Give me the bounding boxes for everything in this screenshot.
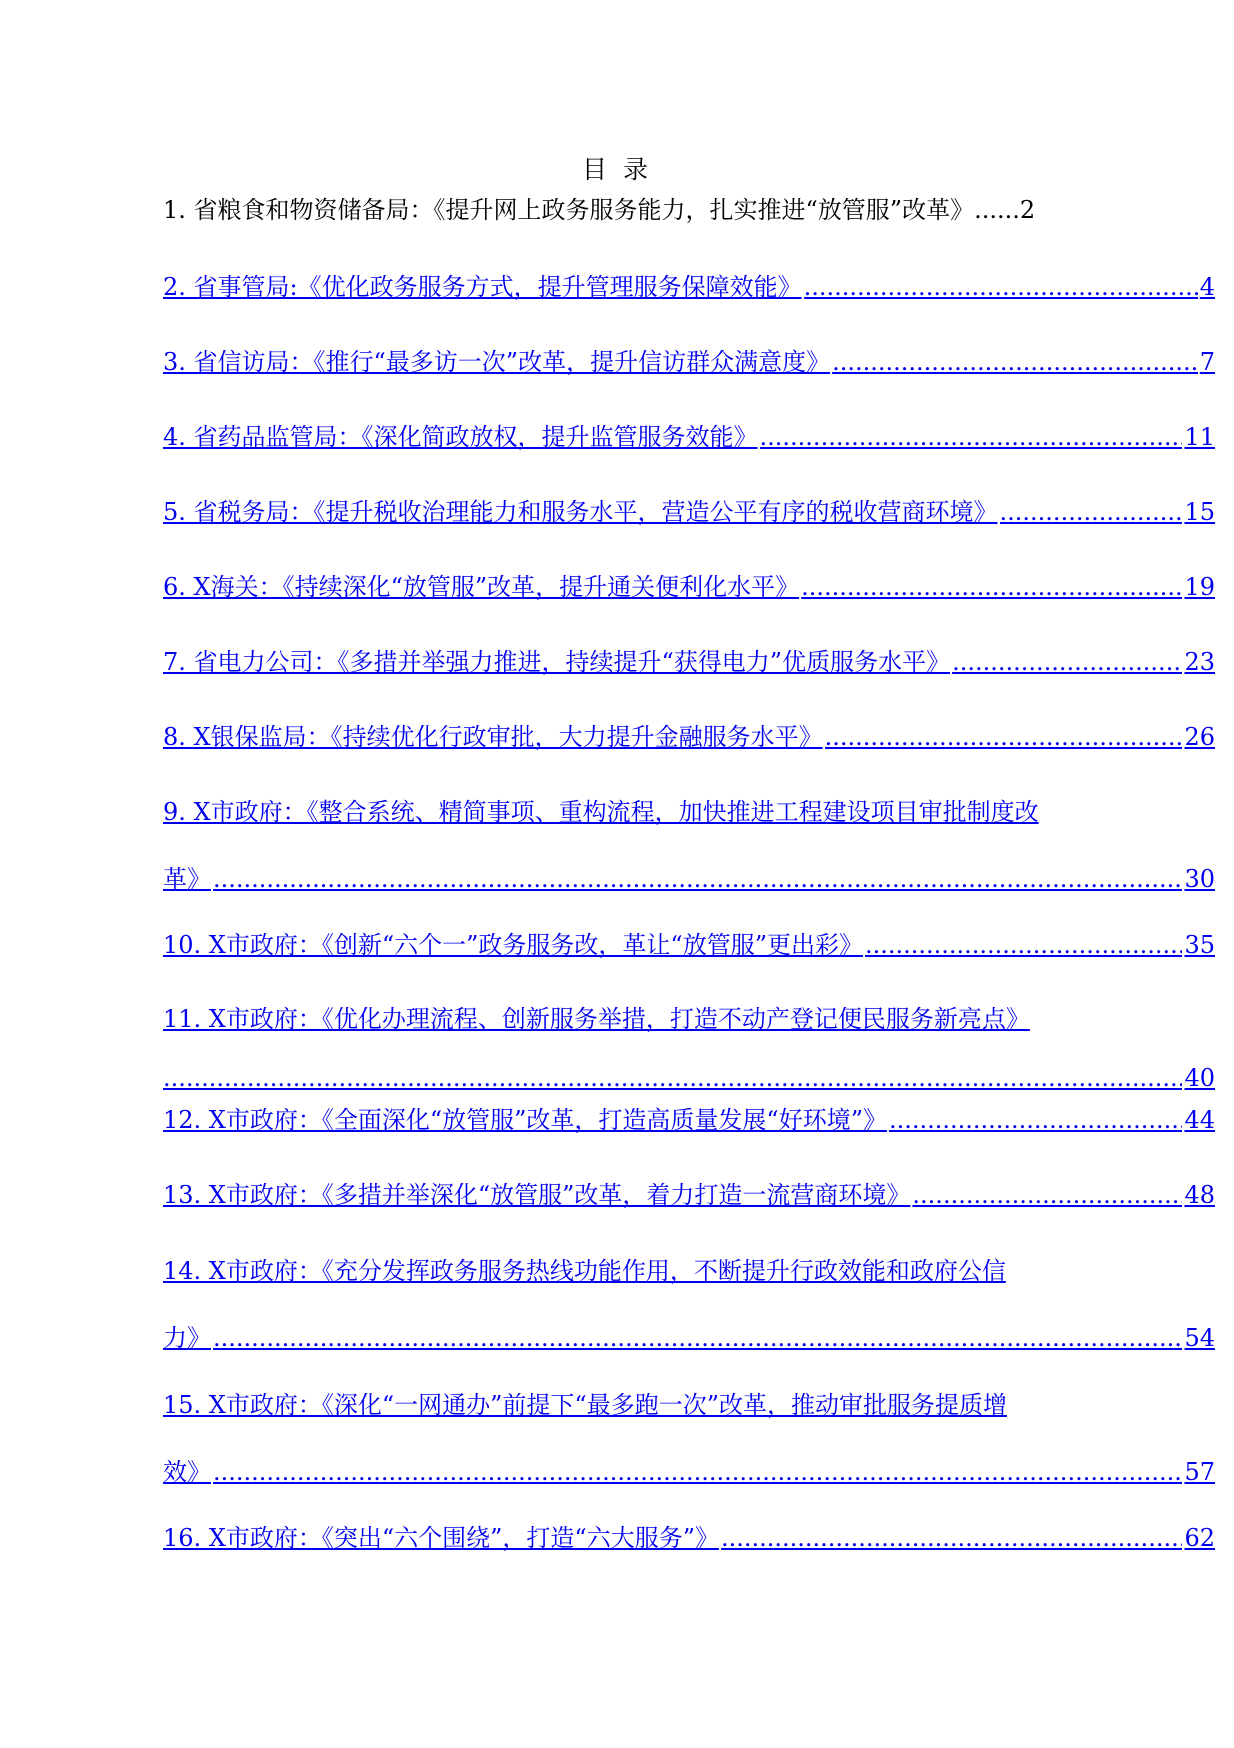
toc-entry-link-text[interactable]: 16. X市政府：《突出“六个围绕”，打造“六大服务”》 [163,1524,719,1552]
toc-entry-page[interactable]: 57 [1184,1458,1215,1486]
toc-entry-10[interactable] [163,928,1215,962]
dot-leader [760,420,1183,454]
toc-entry-4[interactable] [163,420,1215,454]
toc-entry-link-text[interactable]: 10. X市政府：《创新“六个一”政务服务改，革让“放管服”更出彩》 [163,931,863,959]
dot-leader [163,1061,1182,1095]
toc-entry-3[interactable] [163,345,1215,379]
toc-entry-link-text[interactable]: 6. X海关：《持续深化“放管服”改革，提升通关便利化水平》 [163,573,800,601]
toc-entry-page[interactable]: 40 [1184,1064,1215,1092]
toc-entry-6[interactable] [163,570,1215,604]
toc-entry-7[interactable] [163,645,1215,679]
toc-entry-9[interactable] [163,795,1215,896]
dot-leader [865,928,1182,962]
toc-entry-link-text[interactable]: 12. X市政府：《全面深化“放管服”改革，打造高质量发展“好环境”》 [163,1106,887,1134]
toc-entry-link-text[interactable]: 4. 省药品监管局：《深化简政放权，提升监管服务效能》 [163,423,758,451]
dot-leader [1000,495,1183,529]
toc-entry-link-text[interactable]: 13. X市政府：《多措并举深化“放管服”改革，着力打造一流营商环境》 [163,1181,911,1209]
toc-entry-link-text-continued[interactable]: 革》 [163,865,211,893]
toc-entry-page[interactable]: 54 [1184,1324,1215,1352]
dot-leader [804,270,1198,304]
toc-entry-12[interactable] [163,1103,1215,1137]
toc-entry-page[interactable]: 7 [1199,348,1215,376]
toc-title: 目 录 [582,155,652,184]
toc-entry-page[interactable]: 11 [1184,423,1215,451]
toc-entry-link-text[interactable]: 8. X银保监局：《持续优化行政审批，大力提升金融服务水平》 [163,723,823,751]
toc-entry-page[interactable]: 35 [1184,931,1215,959]
dot-leader [801,570,1182,604]
toc-entry-page[interactable]: 15 [1184,498,1215,526]
toc-entry-link-text[interactable]: 15. X市政府：《深化“一网通办”前提下“最多跑一次”改革，推动审批服务提质增 [163,1391,1007,1419]
toc-entry-15[interactable] [163,1388,1215,1489]
dot-leader [213,862,1182,896]
toc-entry-page[interactable]: 19 [1184,573,1215,601]
dot-leader [889,1103,1182,1137]
toc-entry-link-text-continued[interactable]: 效》 [163,1458,211,1486]
dot-leader [952,645,1182,679]
dot-leader [213,1455,1182,1489]
toc-entry-8[interactable] [163,720,1215,754]
toc-entry-13[interactable] [163,1178,1215,1212]
toc-entry-link-text[interactable]: 14. X市政府：《充分发挥政务服务热线功能作用，不断提升行政效能和政府公信 [163,1257,1006,1285]
toc-entry-11[interactable] [163,1002,1215,1095]
toc-entry-text: 1. 省粮食和物资储备局：《提升网上政务服务能力，扎实推进“放管服”改革》...... [163,196,1020,224]
toc-entry-page[interactable]: 44 [1184,1106,1215,1134]
toc-entry-1 [163,193,1215,227]
toc-entry-page[interactable]: 23 [1184,648,1215,676]
dot-leader [912,1178,1182,1212]
toc-entry-5[interactable] [163,495,1215,529]
dot-leader [213,1321,1182,1355]
toc-entry-page[interactable]: 30 [1184,865,1215,893]
toc-entry-link-text[interactable]: 11. X市政府：《优化办理流程、创新服务举措，打造不动产登记便民服务新亮点》 [163,1005,1030,1033]
toc-entry-16[interactable] [163,1521,1215,1555]
dot-leader [832,345,1198,379]
dot-leader [721,1521,1182,1555]
toc-entry-page: 2 [1019,196,1036,224]
toc-entry-link-text[interactable]: 3. 省信访局：《推行“最多访一次”改革，提升信访群众满意度》 [163,348,831,376]
dot-leader [825,720,1183,754]
toc-entry-14[interactable] [163,1254,1215,1355]
toc-entry-page[interactable]: 48 [1184,1181,1215,1209]
toc-entry-link-text[interactable]: 9. X市政府：《整合系统、精简事项、重构流程，加快推进工程建设项目审批制度改 [163,798,1039,826]
toc-entry-link-text[interactable]: 7. 省电力公司：《多措并举强力推进，持续提升“获得电力”优质服务水平》 [163,648,951,676]
toc-entry-page[interactable]: 26 [1184,723,1215,751]
toc-entry-2[interactable] [163,270,1215,304]
toc-entry-link-text-continued[interactable]: 力》 [163,1324,211,1352]
toc-entry-link-text[interactable]: 5. 省税务局：《提升税收治理能力和服务水平，营造公平有序的税收营商环境》 [163,498,998,526]
toc-entry-page[interactable]: 4 [1199,273,1215,301]
toc-entry-link-text[interactable]: 2. 省事管局:《优化政务服务方式，提升管理服务保障效能》 [163,273,802,301]
toc-entry-page[interactable]: 62 [1184,1524,1215,1552]
